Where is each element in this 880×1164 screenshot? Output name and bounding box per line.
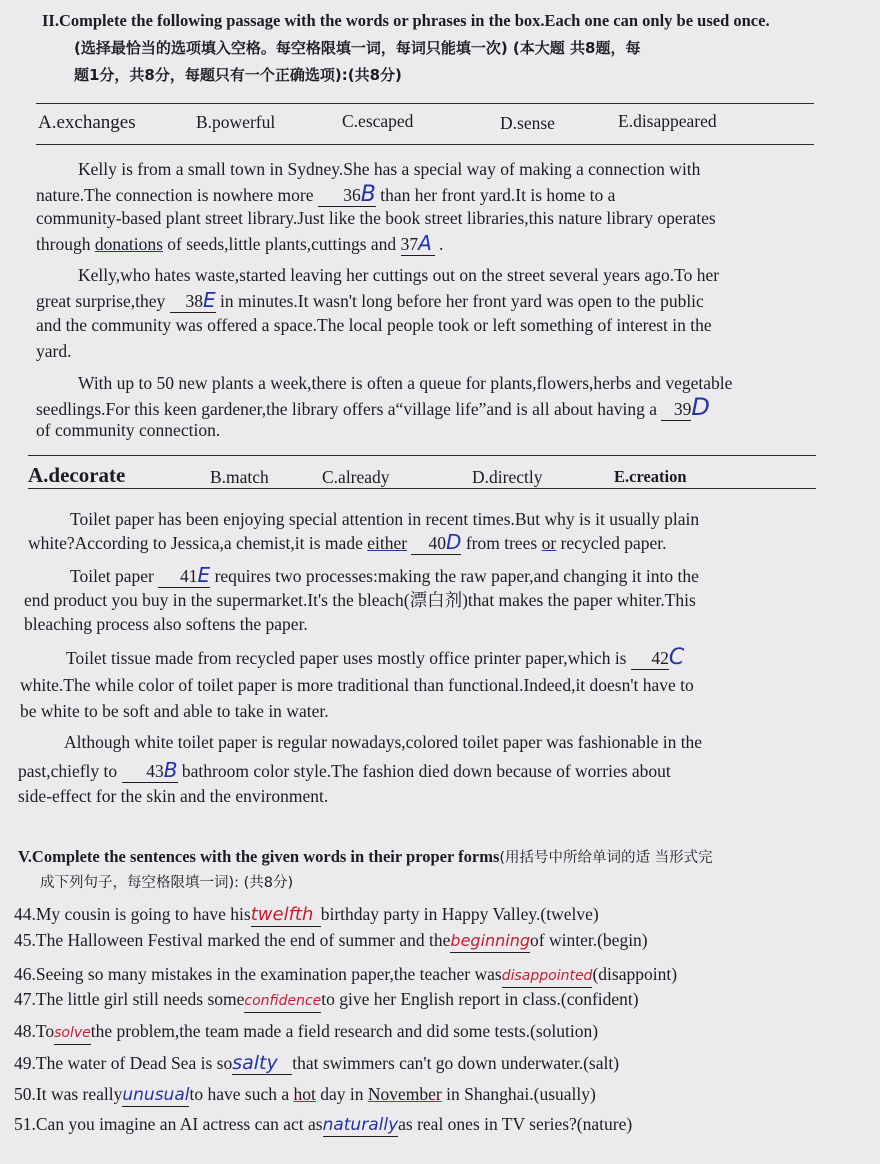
p7-line-2: past,chiefly to 43B bathroom color style.The fashion died down because of worries about xyxy=(18,758,671,782)
answer-47: confidence xyxy=(244,990,321,1013)
box2-option-d: D.directly xyxy=(472,467,543,487)
box2-option-c: C.already xyxy=(322,467,390,487)
blank-40: 40D xyxy=(411,531,461,555)
box1-option-a: A.exchanges xyxy=(38,112,136,133)
p6-line-3: be white to be soft and able to take in water. xyxy=(20,701,329,721)
p2-line-1: Kelly,who hates waste,started leaving her cuttings out on the street several years ago.To her xyxy=(78,265,720,285)
p2-line-2: great surprise,they 38E in minutes.It wasn't long before her front yard was open to the public xyxy=(36,288,704,312)
sentence-46: 46.Seeing so many mistakes in the examination paper,the teacher wasdisappointed(disappoint) xyxy=(14,963,677,988)
answer-40: D xyxy=(446,530,462,554)
p6-line-2: white.The while color of toilet paper is more traditional than functional.Indeed,it doesn't have to xyxy=(20,675,694,695)
section2-heading: II.Complete the following passage with the words or phrases in the box.Each one can only be used once. xyxy=(42,11,770,30)
box1-option-c: C.escaped xyxy=(342,111,414,131)
section2-heading-cn-1: (选择最恰当的选项填入空格。每空格限填一词，每词只能填一次) (本大题 共8题，每 xyxy=(74,39,641,57)
answer-50: unusual xyxy=(122,1085,190,1105)
sentence-44: 44.My cousin is going to have histwelfth birthday party in Happy Valley.(twelve) xyxy=(14,904,599,925)
sentence-50: 50.It was reallyunusualto have such a hot day in November in Shanghai.(usually) xyxy=(14,1084,596,1105)
sentence-51: 51.Can you imagine an AI actress can act asnaturallyas real ones in TV series?(nature) xyxy=(14,1114,633,1135)
blank-41: 41E xyxy=(158,564,210,588)
blank-43: 43B xyxy=(122,759,178,783)
answer-39: D xyxy=(691,393,710,421)
p2-line-3: and the community was offered a space.The local people took or left something of interest in the xyxy=(36,315,712,335)
box1-bottom-rule xyxy=(36,144,814,145)
p2-line-4: yard. xyxy=(36,341,72,361)
answer-48: solve xyxy=(54,1022,91,1045)
box1-option-e: E.disappeared xyxy=(618,111,717,131)
answer-46: disappointed xyxy=(502,965,593,988)
sentence-45: 45.The Halloween Festival marked the end of summer and thebeginningof winter.(begin) xyxy=(14,929,648,953)
p5-line-3: bleaching process also softens the paper. xyxy=(24,614,308,634)
p4-line-2: white?According to Jessica,a chemist,it is made either 40D from trees or recycled paper. xyxy=(28,530,667,554)
box2-option-e: E.creation xyxy=(614,467,687,486)
answer-41: E xyxy=(197,563,211,587)
box1-top-rule xyxy=(36,103,814,104)
p1-line-4: through donations of seeds,little plants,cuttings and 37A . xyxy=(36,231,444,255)
answer-36: B xyxy=(360,182,376,207)
answer-42: C xyxy=(668,645,685,670)
box2-bottom-rule xyxy=(28,488,816,489)
sentence-47: 47.The little girl still needs someconfidenceto give her English report in class.(confident) xyxy=(14,988,639,1013)
box2-top-rule xyxy=(28,455,816,456)
p5-line-2: end product you buy in the supermarket.It's the bleach(漂白剂)that makes the paper whiter.This xyxy=(24,590,696,610)
p1-line-2: nature.The connection is nowhere more 36B than her front yard.It is home to a xyxy=(36,182,616,207)
p4-line-1: Toilet paper has been enjoying special attention in recent times.But why is it usually plain xyxy=(70,509,700,529)
p5-line-1: Toilet paper 41E requires two processes:making the raw paper,and changing it into the xyxy=(70,563,699,587)
p7-line-1: Although white toilet paper is regular nowadays,colored toilet paper was fashionable in the xyxy=(64,732,703,752)
answer-37: A xyxy=(418,231,432,255)
box2-option-a: A.decorate xyxy=(28,463,126,487)
p3-line-3: of community connection. xyxy=(36,420,221,440)
box1-option-d: D.sense xyxy=(500,113,555,133)
answer-45: beginning xyxy=(450,930,530,953)
section2-heading-cn-2: 题1分，共8分，每题只有一个正确选项):(共8分) xyxy=(74,66,402,84)
blank-42: 42 xyxy=(631,647,669,670)
answer-43: B xyxy=(163,758,178,782)
blank-36: 36B xyxy=(318,184,376,207)
section5-heading: V.Complete the sentences with the given words in their proper forms(用括号中所给单词的适 当形式完 xyxy=(18,847,713,866)
p7-line-3: side-effect for the skin and the environment. xyxy=(18,786,329,806)
answer-49: salty xyxy=(232,1052,292,1075)
sentence-49: 49.The water of Dead Sea is sosalty that swimmers can't go down underwater.(salt) xyxy=(14,1052,620,1074)
box2-option-b: B.match xyxy=(210,467,269,487)
sentence-48: 48.Tosolvethe problem,the team made a field research and did some tests.(solution) xyxy=(14,1020,598,1045)
box1-option-b: B.powerful xyxy=(196,112,276,132)
blank-37: 37A xyxy=(401,232,435,256)
answer-44: twelfth xyxy=(251,904,321,927)
blank-39: 39 xyxy=(661,398,691,421)
section5-heading-cn: 成下列句子，每空格限填一词): (共8分) xyxy=(40,875,294,891)
p6-line-1: Toilet tissue made from recycled paper uses mostly office printer paper,which is 42C xyxy=(66,645,685,670)
blank-38: 38E xyxy=(170,289,216,313)
answer-51: naturally xyxy=(322,1115,399,1135)
answer-38: E xyxy=(203,288,216,312)
p1-line-1: Kelly is from a small town in Sydney.She has a special way of making a connection with xyxy=(78,159,701,179)
p3-line-2: seedlings.For this keen gardener,the library offers a“village life”and is all about having a 39D xyxy=(36,393,710,421)
p1-line-3: community-based plant street library.Just like the book street libraries,this nature library operates xyxy=(36,208,716,228)
p3-line-1: With up to 50 new plants a week,there is often a queue for plants,flowers,herbs and vegetable xyxy=(78,373,733,393)
